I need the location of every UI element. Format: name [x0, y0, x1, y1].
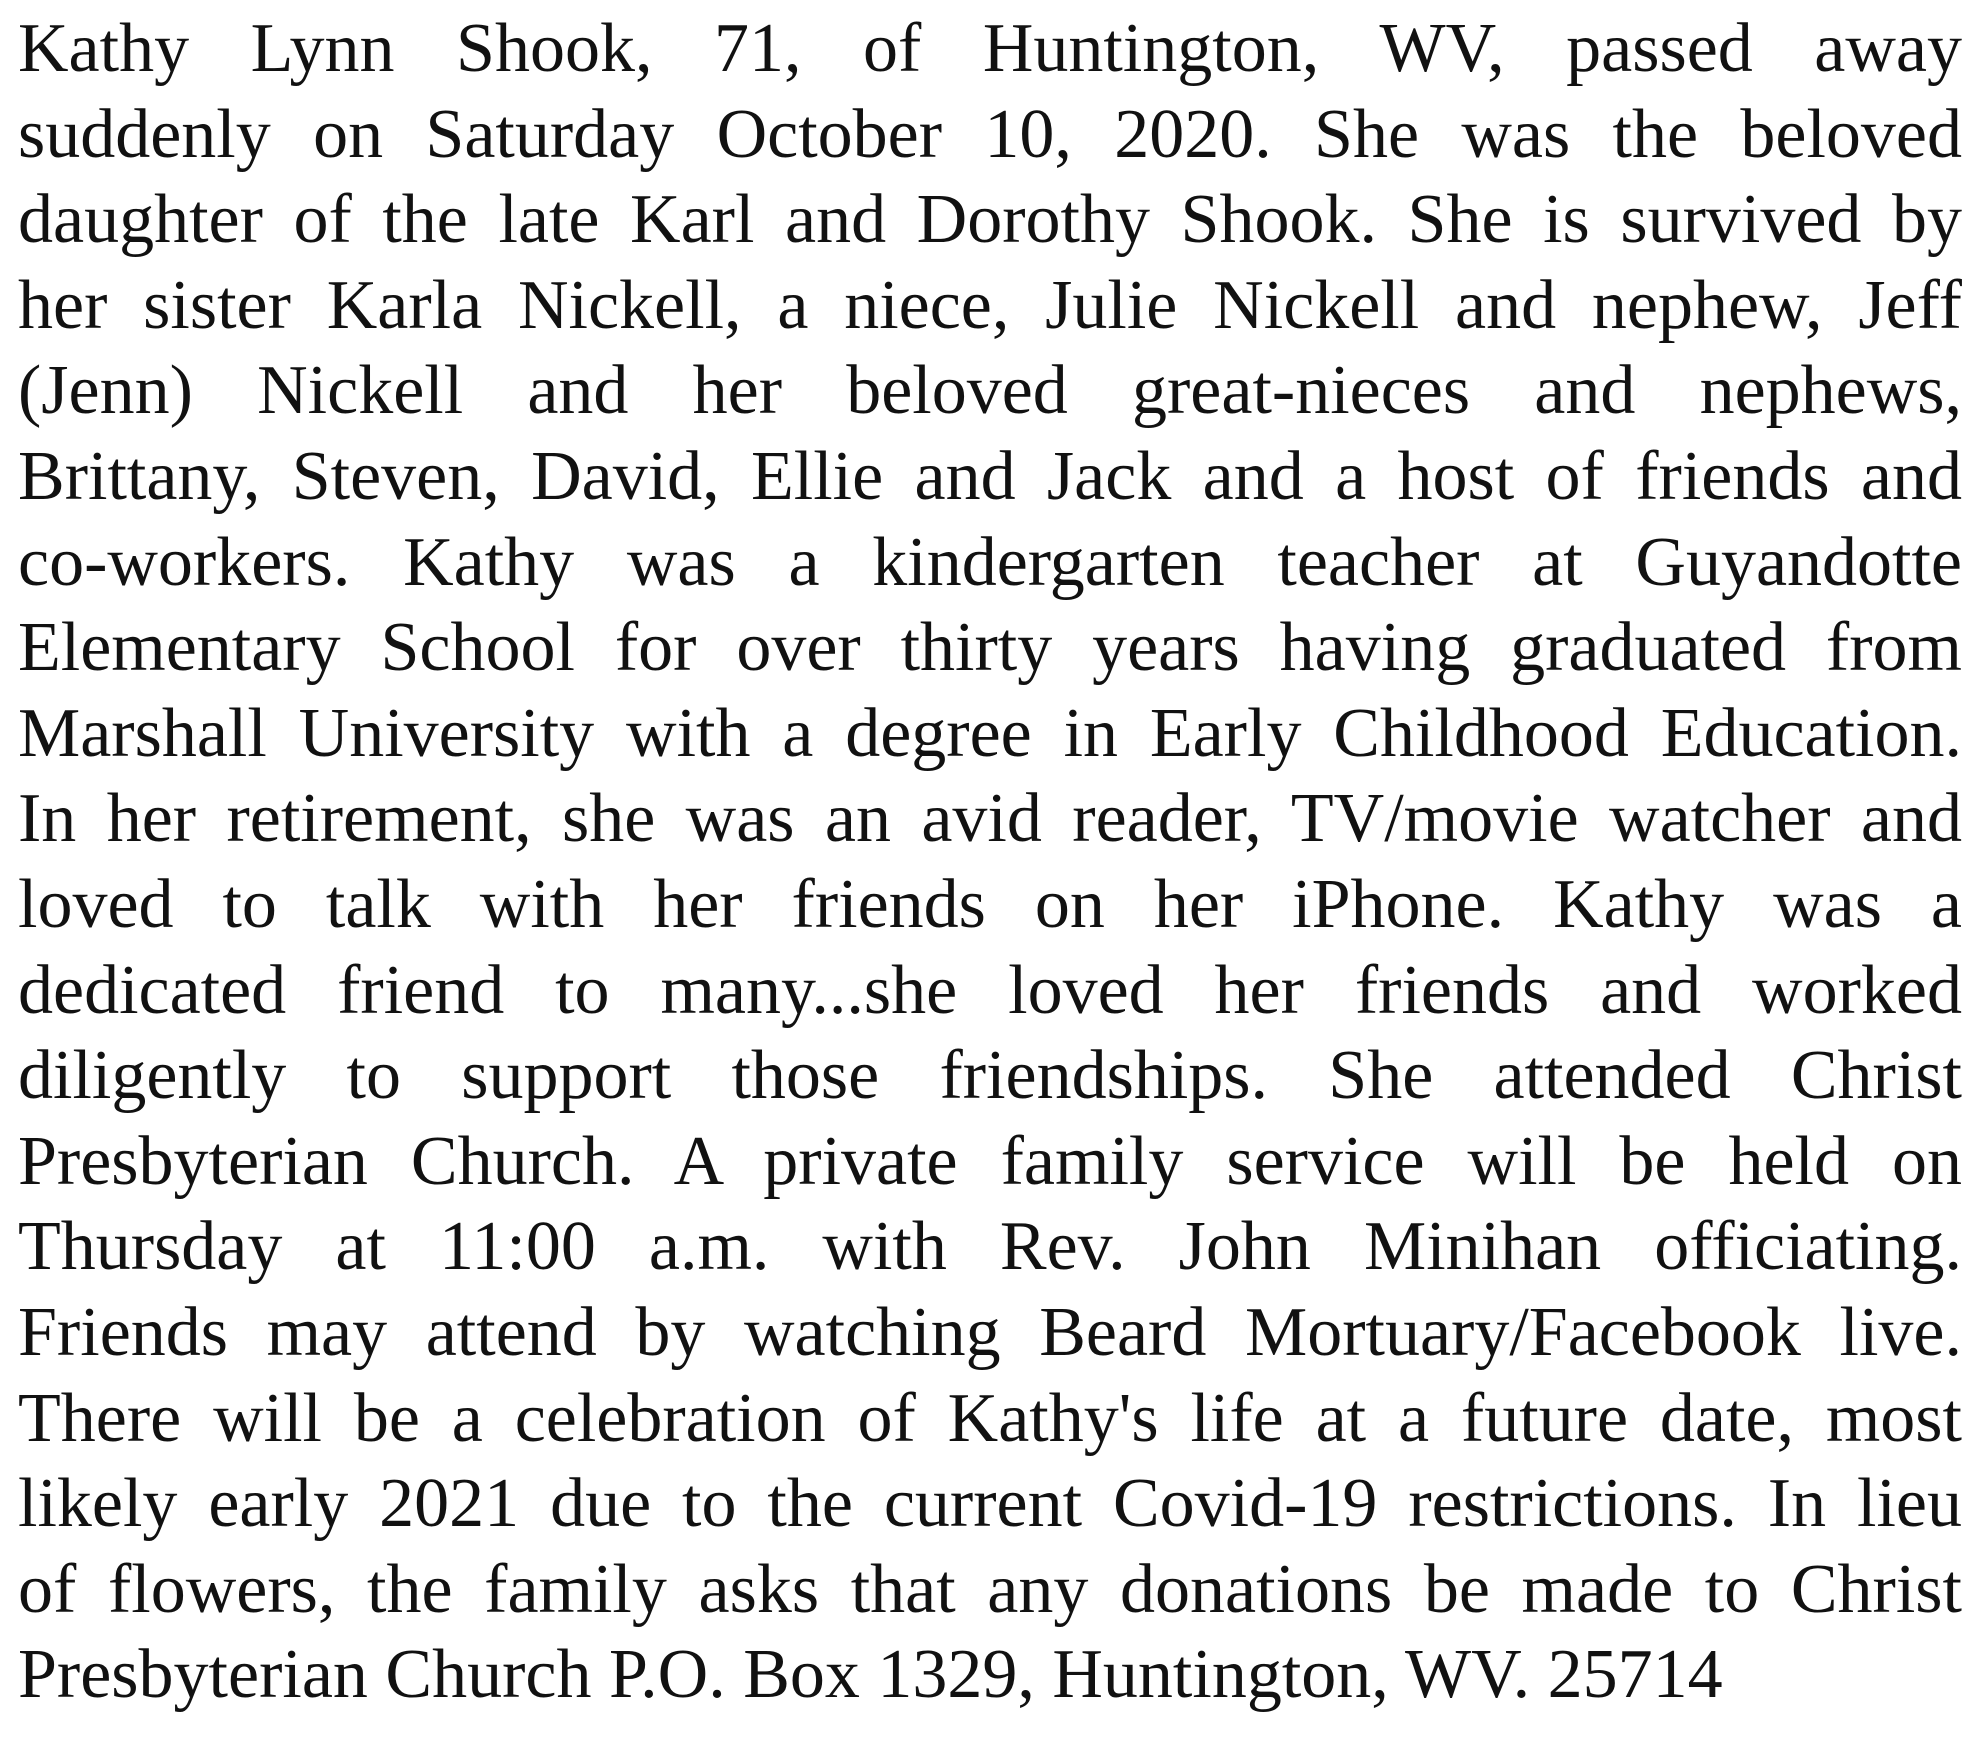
obituary-line: daughter of the late Karl and Dorothy Shook. She is survived by — [18, 181, 1962, 259]
obituary-line: loved to talk with her friends on her iPhone. Kathy was a — [18, 865, 1962, 943]
obituary-line: There will be a celebration of Kathy's life at a future date, most — [18, 1379, 1962, 1457]
obituary-line: Marshall University with a degree in Early Childhood Education. — [18, 694, 1962, 772]
obituary-line: Presbyterian Church. A private family service will be held on — [18, 1122, 1962, 1200]
obituary-text — [18, 6, 1962, 1718]
obituary-line: Brittany, Steven, David, Ellie and Jack and a host of friends and — [18, 437, 1962, 515]
obituary-line: of flowers, the family asks that any donations be made to Christ — [18, 1550, 1962, 1628]
obituary-line: likely early 2021 due to the current Covid-19 restrictions. In lieu — [18, 1465, 1962, 1543]
obituary-line: In her retirement, she was an avid reader, TV/movie watcher and — [18, 780, 1962, 858]
obituary-line: dedicated friend to many...she loved her friends and worked — [18, 951, 1962, 1029]
obituary-line: co-workers. Kathy was a kindergarten teacher at Guyandotte — [18, 523, 1962, 601]
obituary-line: suddenly on Saturday October 10, 2020. She was the beloved — [18, 95, 1962, 173]
obituary-line: Friends may attend by watching Beard Mortuary/Facebook live. — [18, 1293, 1962, 1371]
obituary-line: Thursday at 11:00 a.m. with Rev. John Minihan officiating. — [18, 1208, 1962, 1286]
obituary-line: diligently to support those friendships. She attended Christ — [18, 1037, 1962, 1115]
obituary-line-last: Presbyterian Church P.O. Box 1329, Huntington, WV. 25714 — [18, 1636, 1723, 1714]
obituary-line: her sister Karla Nickell, a niece, Julie Nickell and nephew, Jeff — [18, 266, 1962, 344]
obituary-line: Elementary School for over thirty years having graduated from — [18, 609, 1962, 687]
obituary-line: Kathy Lynn Shook, 71, of Huntington, WV, passed away — [18, 10, 1962, 87]
obituary-line: (Jenn) Nickell and her beloved great-nieces and nephews, — [18, 352, 1962, 430]
